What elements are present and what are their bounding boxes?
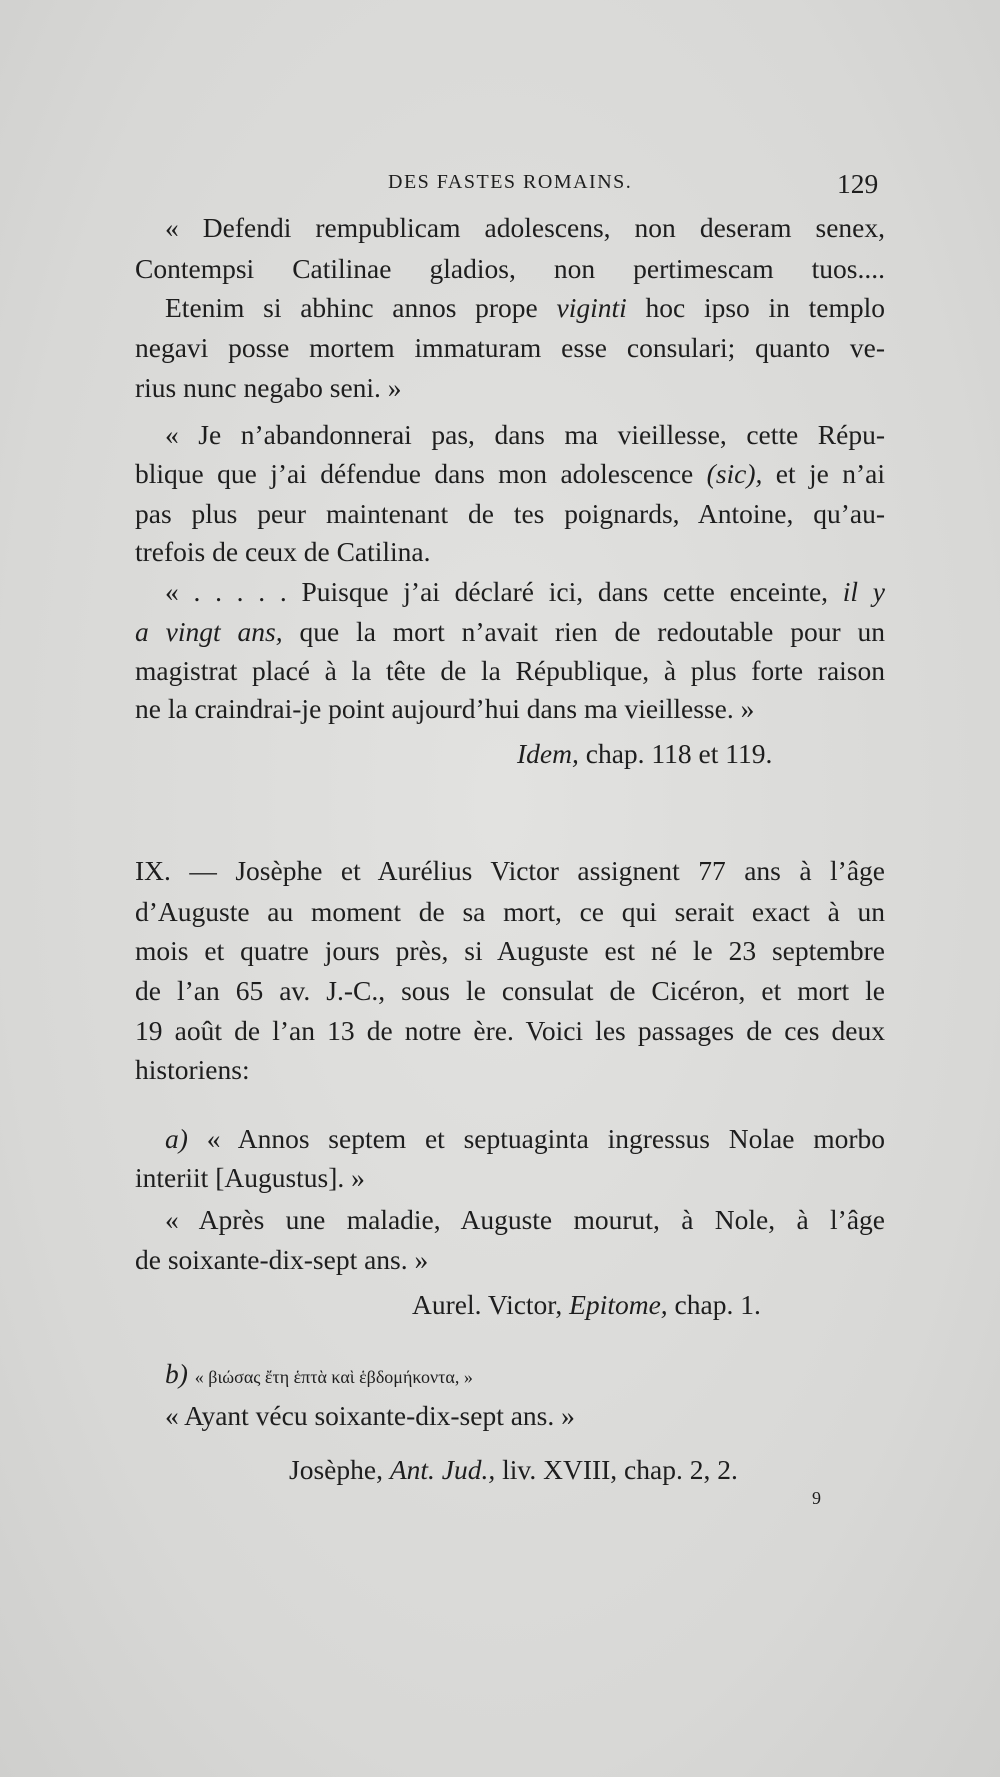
signature-mark: 9 <box>812 1488 821 1508</box>
passage-b-french-line: « Ayant vécu soixante-dix-sept ans. » <box>165 1400 575 1431</box>
section-ix-line-5: 19 août de l’an 13 de notre ère. Voici les passages de ces deux <box>135 1015 885 1046</box>
passage-b-label: b) <box>165 1358 188 1389</box>
section-ix-line-3: mois et quatre jours près, si Auguste est né le 23 septembre <box>135 935 885 966</box>
french2-line-4: ne la craindrai-je point aujourd’hui dans ma vieillesse. » <box>135 693 755 724</box>
latin-line-4: negavi posse mortem immaturam esse consulari; quanto ve- <box>135 332 885 363</box>
passage-a-line-2: interiit [Augustus]. » <box>135 1162 365 1193</box>
citation-idem: Idem, chap. 118 et 119. <box>517 738 773 769</box>
citation-victor: Aurel. Victor, Epitome, chap. 1. <box>412 1289 761 1320</box>
passage-a-label: a) <box>165 1123 188 1154</box>
running-header: DES FASTES ROMAINS. <box>388 171 633 193</box>
french1-line-3: pas plus peur maintenant de tes poignards, Antoine, qu’au- <box>135 498 885 529</box>
french1-line-2: blique que j’ai défendue dans mon adolescence (sic), et je n’ai <box>135 458 886 489</box>
latin-line-1: « Defendi rempublicam adolescens, non deseram senex, <box>165 212 885 243</box>
latin-line-5: rius nunc negabo seni. » <box>135 372 402 403</box>
french2-line-3: magistrat placé à la tête de la République, à plus forte raison <box>135 655 885 686</box>
page-number: 129 <box>837 168 879 199</box>
passage-a-line-1: a) « Annos septem et septuaginta ingressus Nolae morbo <box>165 1123 885 1154</box>
french1-line-4: trefois de ceux de Catilina. <box>135 536 431 567</box>
passage-a-line-3: « Après une maladie, Auguste mourut, à Nole, à l’âge <box>165 1204 885 1235</box>
section-ix-line-6: historiens: <box>135 1054 250 1085</box>
citation-josephus: Josèphe, Ant. Jud., liv. XVIII, chap. 2, 2. <box>289 1454 738 1485</box>
section-ix-line-4: de l’an 65 av. J.-C., sous le consulat de Cicéron, et mort le <box>135 975 885 1006</box>
passage-b-greek-line: b) « βιώσας ἔτη ἑπτὰ καὶ ἑβδομήκοντα, » <box>165 1358 473 1389</box>
latin-line-2: Contempsi Catilinae gladios, non pertimescam tuos.... <box>135 253 885 284</box>
section-ix-line-1: IX. — Josèphe et Aurélius Victor assignent 77 ans à l’âge <box>135 855 885 886</box>
passage-a-line-4: de soixante-dix-sept ans. » <box>135 1244 429 1275</box>
french2-line-1: « . . . . . Puisque j’ai déclaré ici, dans cette enceinte, il y <box>165 576 885 607</box>
french1-line-1: « Je n’abandonnerai pas, dans ma vieillesse, cette Répu- <box>165 419 885 450</box>
french2-line-2: a vingt ans, que la mort n’avait rien de redoutable pour un <box>135 616 886 647</box>
section-ix-line-2: d’Auguste au moment de sa mort, ce qui serait exact à un <box>135 896 885 927</box>
latin-line-3: Etenim si abhinc annos prope viginti hoc ipso in templo <box>165 292 886 323</box>
